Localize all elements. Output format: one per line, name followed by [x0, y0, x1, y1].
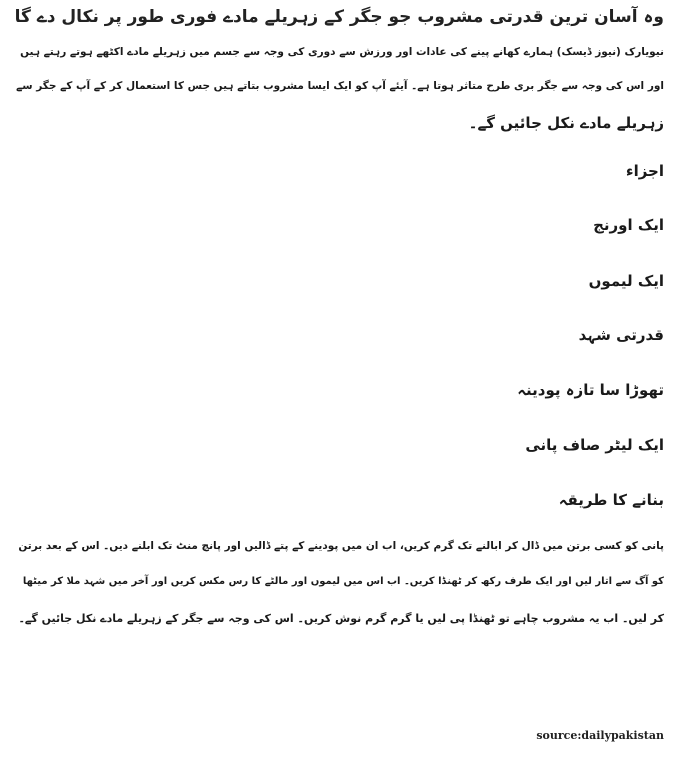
method-line-3: کر لیں۔ اب یہ مشروب چاہے تو ٹھنڈا پی لیں یا گرم گرم نوش کریں۔ اس کی وجہ سے جگر کے زہریلے مادے نکل جائیں گے۔ [18, 612, 664, 625]
ingredient-honey: قدرتی شہد [578, 326, 664, 344]
intro-line-1: نیویارک (نیوز ڈیسک) ہمارے کھانے پینے کی عادات اور ورزش سے دوری کی وجہ سے جسم میں زہریلے مادے اکٹھے ہوتے رہتے ہیں [20, 46, 664, 58]
ingredient-lemon: ایک لیموں [588, 272, 664, 290]
intro-line-2: اور اس کی وجہ سے جگر بری طرح متاثر ہوتا ہے۔ آیئے آپ کو ایک ایسا مشروب بتاتے ہیں جس کا استعمال کر کے آپ کے جگر سے [16, 80, 664, 92]
method-line-2: کو آگ سے اتار لیں اور ایک طرف رکھ کر ٹھنڈا کریں۔ اب اس میں لیموں اور مالٹے کا رس مکس کریں اور آخر میں شہد ملا کر میٹھا [22, 576, 664, 587]
ingredient-orange: ایک اورنج [593, 216, 664, 234]
method-heading: بنانے کا طریقہ [558, 491, 664, 509]
intro-line-3: زہریلے مادے نکل جائیں گے۔ [468, 114, 664, 132]
source-credit: source:dailypakistan [536, 729, 664, 742]
ingredient-water: ایک لیٹر صاف پانی [525, 436, 664, 454]
method-line-1: پانی کو کسی برتن میں ڈال کر ابالنے تک گرم کریں، اب ان میں پودینے کے پتے ڈالیں اور پانچ منٹ تک ابلنے دیں۔ اس کے بعد برتن [18, 540, 664, 552]
ingredient-mint: تھوڑا سا تازہ پودینہ [517, 381, 664, 399]
article-title: وہ آسان ترین قدرتی مشروب جو جگر کے زہریلے مادے فوری طور پر نکال دے گا [14, 7, 664, 27]
ingredients-heading: اجزاء [625, 162, 664, 180]
